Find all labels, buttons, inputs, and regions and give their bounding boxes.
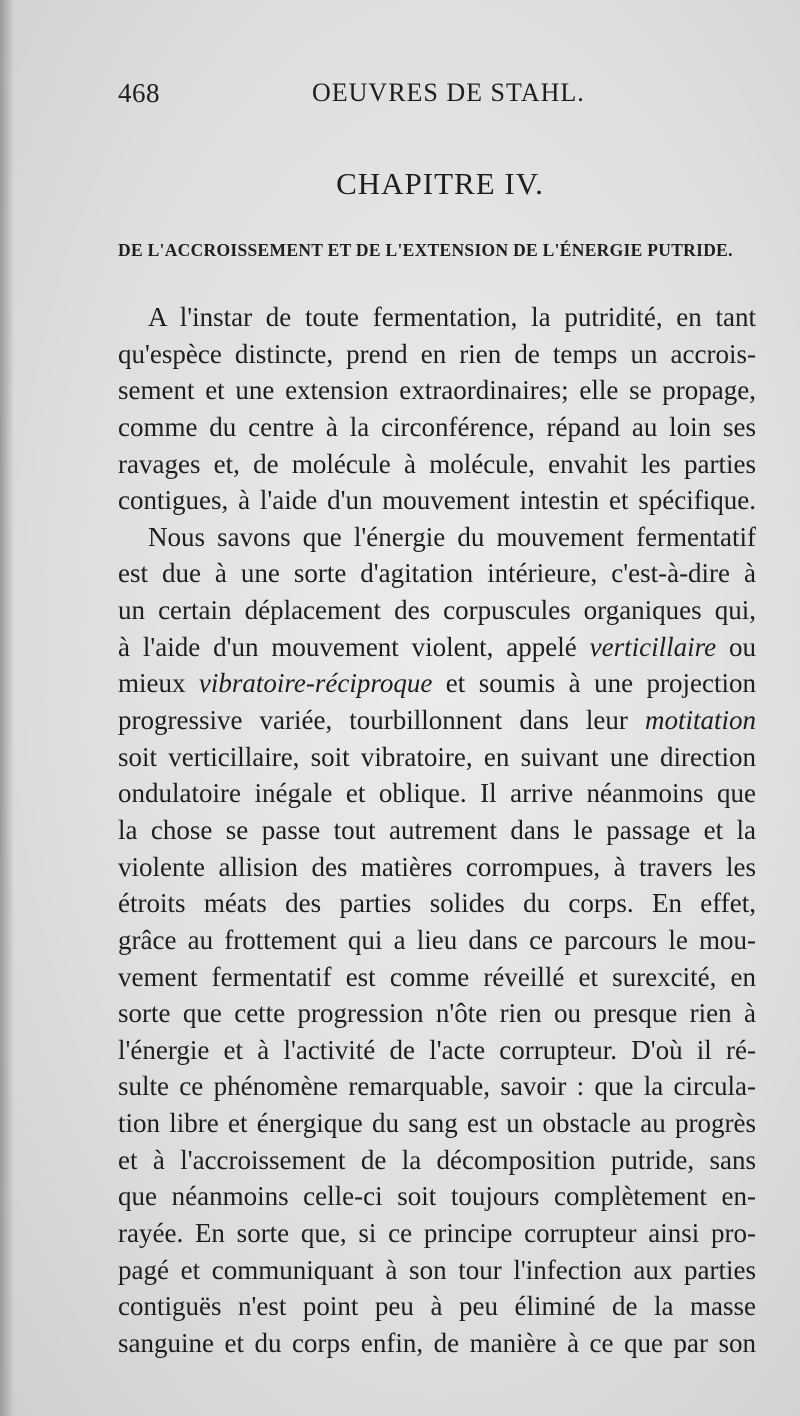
text-line: comme du centre à la circonférence, répand au loin ses [118, 411, 756, 442]
page-gutter-shadow [0, 0, 14, 1416]
text-line: Nous savons que l'énergie du mouvement fermentatif [148, 521, 756, 552]
text-line: que néanmoins celle-ci soit toujours complètement en- [118, 1181, 756, 1212]
text-line: contiguës n'est point peu à peu éliminé de la masse [118, 1291, 756, 1322]
text-run: ou [716, 631, 756, 662]
text-line: vement fermentatif est comme réveillé et surexcité, en [118, 961, 756, 992]
text-run: mieux [118, 668, 199, 699]
text-line: rayée. En sorte que, si ce principe corrupteur ainsi pro- [118, 1218, 756, 1249]
text-line: qu'espèce distincte, prend en rien de temps un accrois- [118, 338, 756, 369]
text-line [118, 629, 756, 666]
text-line: l'énergie et à l'activité de l'acte corrupteur. D'où il ré- [118, 1034, 756, 1065]
text-line: la chose se passe tout autrement dans le passage et la [118, 814, 756, 845]
text-line: soit verticillaire, soit vibratoire, en suivant une direction [118, 741, 756, 772]
page-header [112, 78, 752, 114]
italic-term: vibratoire-réciproque [198, 668, 433, 699]
text-line [118, 702, 756, 739]
text-line: sanguine et du corps enfin, de manière à ce que par son [118, 1327, 756, 1358]
text-line: sement et une extension extraordinaires; elle se propage, [118, 375, 756, 406]
italic-term: motitation [644, 705, 756, 736]
text-line [118, 665, 756, 702]
page-number: 468 [118, 78, 160, 108]
body-text [118, 299, 756, 1362]
text-line: sulte ce phénomène remarquable, savoir : que la circula- [118, 1071, 756, 1102]
text-line: violente allision des matières corrompues, à travers les [118, 851, 756, 882]
text-line: tion libre et énergique du sang est un obstacle au progrès [118, 1108, 756, 1139]
chapter-title: CHAPITRE IV. [336, 166, 544, 201]
section-title: DE L'ACCROISSEMENT ET DE L'EXTENSION DE L'ÉNERGIE PUTRIDE. [118, 240, 733, 260]
text-line: ravages et, de molécule à molécule, envahit les parties [118, 448, 756, 479]
text-line: sorte que cette progression n'ôte rien ou presque rien à [118, 998, 756, 1029]
text-line: un certain déplacement des corpuscules organiques qui, [118, 595, 756, 626]
text-run: et soumis à une projection [432, 668, 756, 699]
text-line: grâce au frottement qui a lieu dans ce parcours le mou- [118, 924, 756, 955]
text-line: est due à une sorte d'agitation intérieure, c'est-à-dire à [118, 558, 756, 589]
text-line: A l'instar de toute fermentation, la putridité, en tant [148, 302, 756, 332]
running-title: OEUVRES DE STAHL. [312, 78, 585, 107]
italic-term: verticillaire [589, 631, 717, 662]
text-line: et à l'accroissement de la décomposition putride, sans [118, 1144, 756, 1175]
text-run: progressive variée, tourbillonnent dans leur [118, 705, 645, 736]
text-line: étroits méats des parties solides du corps. En effet, [118, 888, 756, 919]
text-line: ondulatoire inégale et oblique. Il arrive néanmoins que [118, 778, 756, 809]
text-line: pagé et communiquant à son tour l'infection aux parties [118, 1254, 756, 1285]
text-run: à l'aide d'un mouvement violent, appelé [118, 631, 590, 662]
text-line: contigues, à l'aide d'un mouvement intestin et spécifique. [118, 485, 756, 516]
